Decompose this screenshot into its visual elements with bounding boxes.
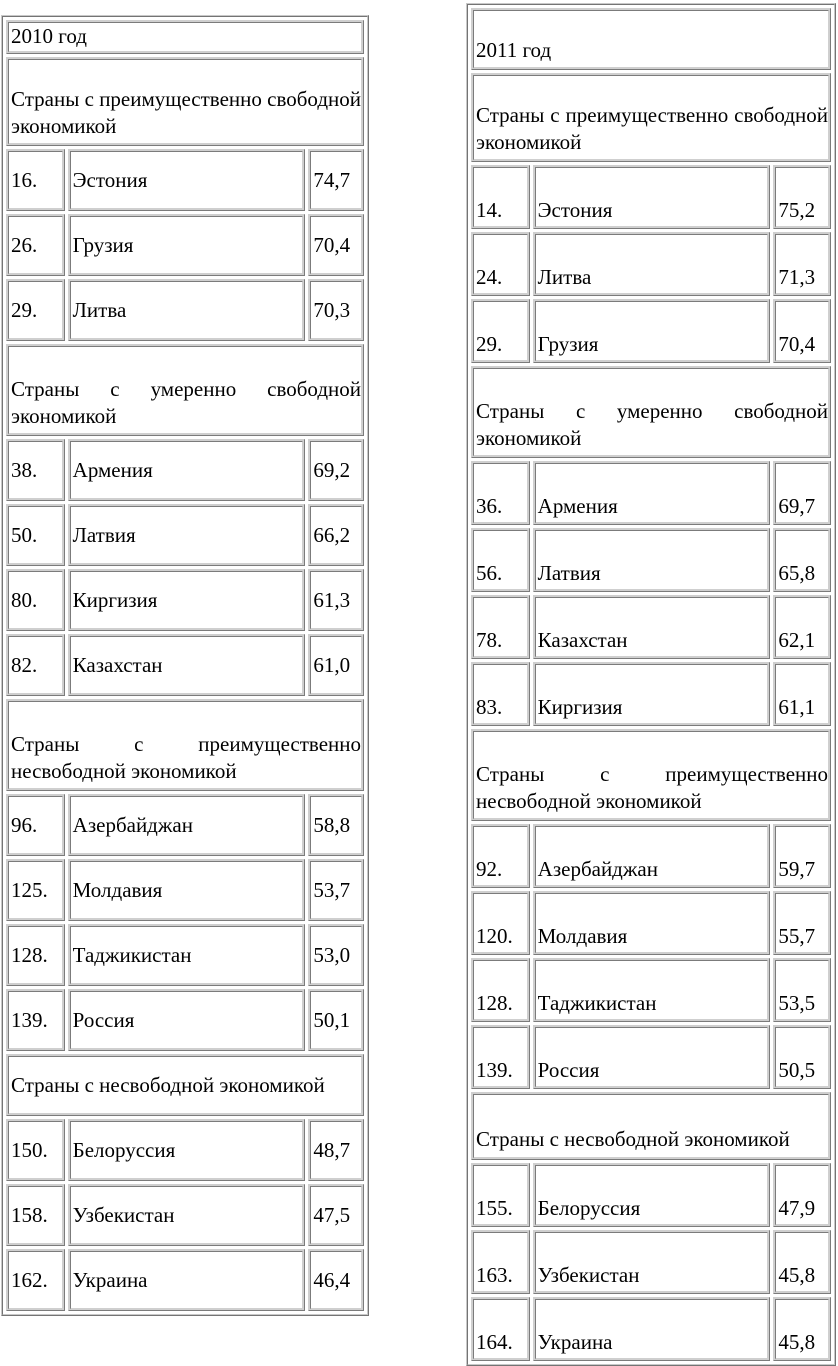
rank-cell: 56. <box>471 528 530 592</box>
score-cell: 70,3 <box>308 279 364 341</box>
rank-cell: 38. <box>6 439 65 501</box>
score-cell: 45,8 <box>773 1297 831 1361</box>
table-2010 <box>1 15 369 1316</box>
table-row <box>6 1249 364 1311</box>
table-row <box>471 461 831 525</box>
table-row <box>471 232 831 296</box>
table-row <box>471 595 831 659</box>
table-row <box>6 989 364 1051</box>
rank-cell: 128. <box>6 924 65 986</box>
rank-cell: 96. <box>6 794 65 856</box>
country-cell: Армения <box>533 461 771 525</box>
table-row <box>6 634 364 696</box>
score-cell: 61,0 <box>308 634 364 696</box>
category-heading: Страны с преимущественно несвободной экономикой <box>471 729 831 821</box>
table-2011 <box>466 3 836 1366</box>
score-cell: 55,7 <box>773 891 831 955</box>
score-cell: 50,5 <box>773 1025 831 1089</box>
rank-cell: 16. <box>6 149 65 211</box>
country-cell: Узбекистан <box>68 1184 306 1246</box>
country-cell: Азербайджан <box>68 794 306 856</box>
country-cell: Молдавия <box>533 891 771 955</box>
rank-cell: 50. <box>6 504 65 566</box>
country-cell: Киргизия <box>533 662 771 726</box>
category-heading: Страны с преимущественно свободной экономикой <box>6 57 364 146</box>
rank-cell: 29. <box>471 299 530 363</box>
rank-cell: 128. <box>471 958 530 1022</box>
year-title: 2010 год <box>6 20 364 54</box>
category-heading: Страны с преимущественно несвободной экономикой <box>6 699 364 791</box>
country-cell: Литва <box>68 279 306 341</box>
score-cell: 47,9 <box>773 1163 831 1227</box>
score-cell: 69,7 <box>773 461 831 525</box>
country-cell: Казахстан <box>68 634 306 696</box>
country-cell: Узбекистан <box>533 1230 771 1294</box>
country-cell: Грузия <box>68 214 306 276</box>
country-cell: Таджикистан <box>533 958 771 1022</box>
rank-cell: 120. <box>471 891 530 955</box>
score-cell: 47,5 <box>308 1184 364 1246</box>
score-cell: 50,1 <box>308 989 364 1051</box>
rank-cell: 158. <box>6 1184 65 1246</box>
country-cell: Казахстан <box>533 595 771 659</box>
category-heading: Страны с умеренно свободной экономикой <box>471 366 831 458</box>
score-cell: 70,4 <box>773 299 831 363</box>
country-cell: Латвия <box>533 528 771 592</box>
country-cell: Украина <box>68 1249 306 1311</box>
table-row <box>471 1163 831 1227</box>
table-row <box>471 891 831 955</box>
score-cell: 74,7 <box>308 149 364 211</box>
score-cell: 53,7 <box>308 859 364 921</box>
year-title: 2011 год <box>471 8 831 70</box>
score-cell: 61,1 <box>773 662 831 726</box>
country-cell: Армения <box>68 439 306 501</box>
category-heading: Страны с несвободной экономикой <box>6 1054 364 1116</box>
country-cell: Россия <box>68 989 306 1051</box>
country-cell: Азербайджан <box>533 824 771 888</box>
table-row <box>6 214 364 276</box>
country-cell: Латвия <box>68 504 306 566</box>
score-cell: 58,8 <box>308 794 364 856</box>
country-cell: Россия <box>533 1025 771 1089</box>
category-heading: Страны с преимущественно свободной экономикой <box>471 73 831 162</box>
score-cell: 66,2 <box>308 504 364 566</box>
rank-cell: 26. <box>6 214 65 276</box>
score-cell: 61,3 <box>308 569 364 631</box>
table-row <box>6 1184 364 1246</box>
table-row <box>6 279 364 341</box>
country-cell: Белоруссия <box>68 1119 306 1181</box>
rank-cell: 139. <box>6 989 65 1051</box>
table-row <box>6 149 364 211</box>
score-cell: 65,8 <box>773 528 831 592</box>
score-cell: 69,2 <box>308 439 364 501</box>
table-row <box>6 859 364 921</box>
score-cell: 53,0 <box>308 924 364 986</box>
table-row <box>471 824 831 888</box>
rank-cell: 83. <box>471 662 530 726</box>
rank-cell: 155. <box>471 1163 530 1227</box>
table-row <box>6 794 364 856</box>
score-cell: 71,3 <box>773 232 831 296</box>
score-cell: 62,1 <box>773 595 831 659</box>
score-cell: 48,7 <box>308 1119 364 1181</box>
score-cell: 46,4 <box>308 1249 364 1311</box>
rank-cell: 150. <box>6 1119 65 1181</box>
category-heading: Страны с несвободной экономикой <box>471 1092 831 1160</box>
table-row <box>471 1230 831 1294</box>
table-row <box>471 1297 831 1361</box>
rank-cell: 82. <box>6 634 65 696</box>
score-cell: 75,2 <box>773 165 831 229</box>
country-cell: Грузия <box>533 299 771 363</box>
rank-cell: 139. <box>471 1025 530 1089</box>
table-row <box>471 958 831 1022</box>
table-row <box>6 439 364 501</box>
table-row <box>471 662 831 726</box>
country-cell: Эстония <box>533 165 771 229</box>
country-cell: Литва <box>533 232 771 296</box>
country-cell: Таджикистан <box>68 924 306 986</box>
rank-cell: 162. <box>6 1249 65 1311</box>
country-cell: Киргизия <box>68 569 306 631</box>
table-row <box>471 165 831 229</box>
rank-cell: 24. <box>471 232 530 296</box>
table-row <box>471 1025 831 1089</box>
table-row <box>6 569 364 631</box>
table-row <box>471 299 831 363</box>
rank-cell: 125. <box>6 859 65 921</box>
score-cell: 53,5 <box>773 958 831 1022</box>
country-cell: Белоруссия <box>533 1163 771 1227</box>
rank-cell: 29. <box>6 279 65 341</box>
table-row <box>6 924 364 986</box>
category-heading: Страны с умеренно свободной экономикой <box>6 344 364 436</box>
country-cell: Эстония <box>68 149 306 211</box>
table-row <box>6 504 364 566</box>
table-row <box>6 1119 364 1181</box>
rank-cell: 78. <box>471 595 530 659</box>
score-cell: 70,4 <box>308 214 364 276</box>
rank-cell: 14. <box>471 165 530 229</box>
score-cell: 45,8 <box>773 1230 831 1294</box>
country-cell: Украина <box>533 1297 771 1361</box>
rank-cell: 80. <box>6 569 65 631</box>
rank-cell: 163. <box>471 1230 530 1294</box>
rank-cell: 36. <box>471 461 530 525</box>
rank-cell: 92. <box>471 824 530 888</box>
rank-cell: 164. <box>471 1297 530 1361</box>
score-cell: 59,7 <box>773 824 831 888</box>
country-cell: Молдавия <box>68 859 306 921</box>
table-row <box>471 528 831 592</box>
